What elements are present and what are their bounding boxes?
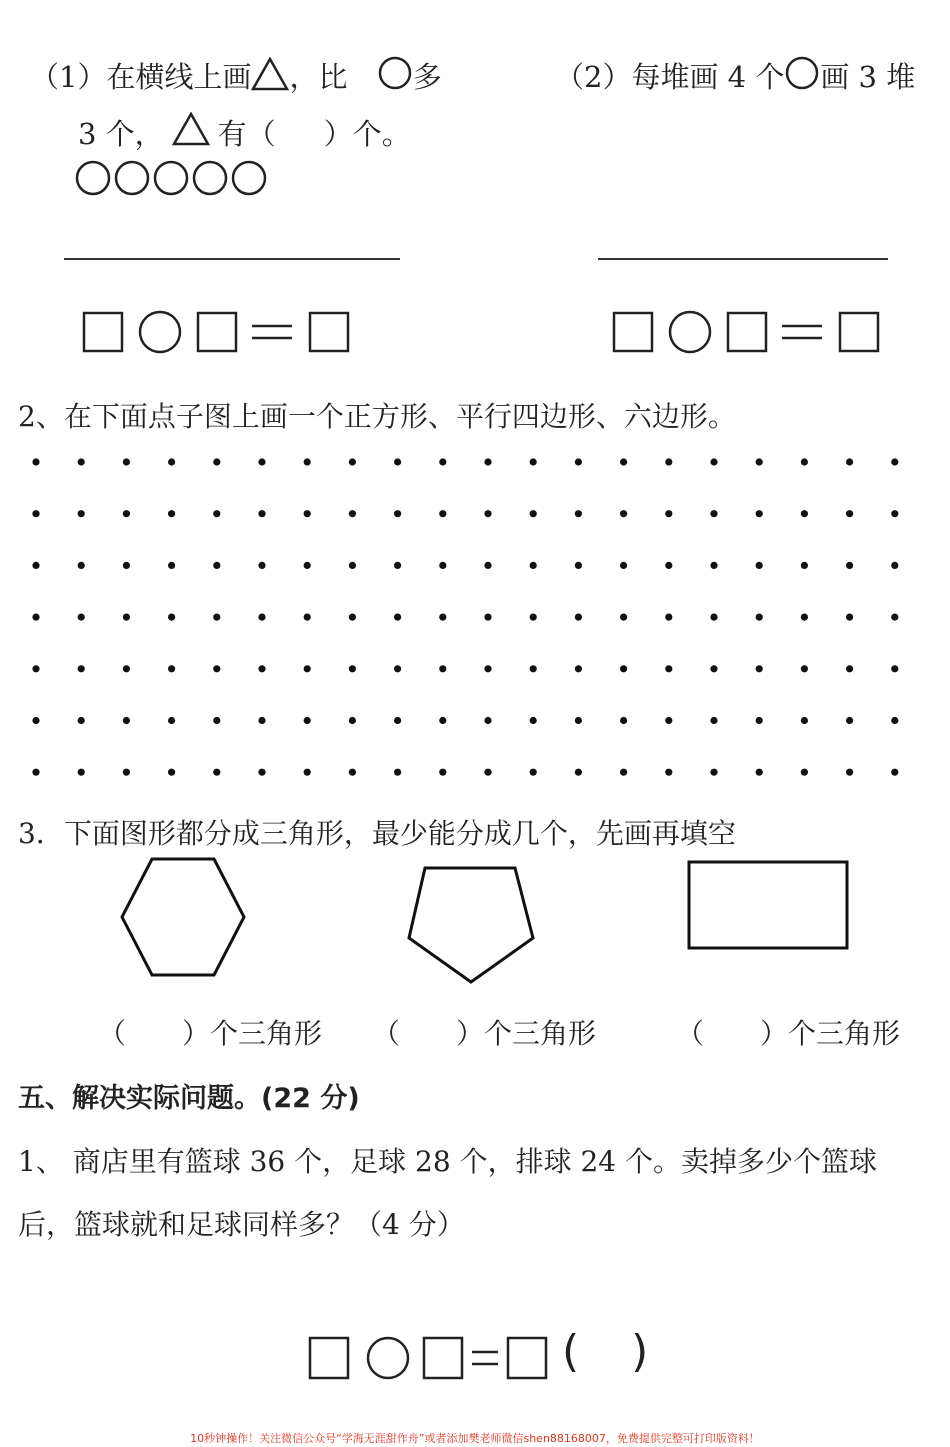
grid-dot[interactable] bbox=[575, 717, 582, 724]
grid-dot[interactable] bbox=[710, 769, 717, 776]
grid-dot[interactable] bbox=[620, 562, 627, 569]
grid-dot[interactable] bbox=[394, 665, 401, 672]
box-icon[interactable] bbox=[840, 313, 878, 351]
grid-dot[interactable] bbox=[620, 665, 627, 672]
grid-dot[interactable] bbox=[304, 665, 311, 672]
grid-dot[interactable] bbox=[439, 769, 446, 776]
q1-part1-text-e: 有（ bbox=[217, 117, 276, 151]
grid-dot[interactable] bbox=[78, 458, 85, 465]
grid-dot[interactable] bbox=[32, 717, 39, 724]
grid-dot[interactable] bbox=[123, 562, 130, 569]
grid-dot[interactable] bbox=[304, 510, 311, 517]
grid-dot[interactable] bbox=[258, 665, 265, 672]
grid-dot[interactable] bbox=[530, 769, 537, 776]
grid-dot[interactable] bbox=[891, 562, 898, 569]
grid-dot[interactable] bbox=[258, 510, 265, 517]
grid-dot[interactable] bbox=[710, 458, 717, 465]
q3-answer-hexagon: （ ）个三角形 bbox=[98, 1017, 323, 1050]
grid-dot[interactable] bbox=[484, 665, 491, 672]
grid-dot[interactable] bbox=[32, 769, 39, 776]
q1-part1-text-f: ）个。 bbox=[323, 117, 411, 151]
grid-dot[interactable] bbox=[304, 717, 311, 724]
grid-dot[interactable] bbox=[349, 458, 356, 465]
box-icon[interactable] bbox=[198, 313, 236, 351]
grid-dot[interactable] bbox=[32, 562, 39, 569]
grid-dot[interactable] bbox=[710, 510, 717, 517]
grid-dot[interactable] bbox=[710, 614, 717, 621]
grid-dot[interactable] bbox=[801, 614, 808, 621]
rectangle-icon bbox=[685, 858, 851, 952]
grid-dot[interactable] bbox=[891, 717, 898, 724]
grid-dot[interactable] bbox=[891, 510, 898, 517]
grid-dot[interactable] bbox=[78, 510, 85, 517]
grid-dot[interactable] bbox=[349, 717, 356, 724]
q1-part1-line2 bbox=[78, 112, 411, 153]
grid-dot[interactable] bbox=[394, 458, 401, 465]
grid-dot[interactable] bbox=[530, 665, 537, 672]
grid-dot[interactable] bbox=[78, 614, 85, 621]
grid-dot[interactable] bbox=[575, 665, 582, 672]
grid-dot[interactable] bbox=[168, 458, 175, 465]
grid-dot[interactable] bbox=[168, 665, 175, 672]
grid-dot[interactable] bbox=[78, 769, 85, 776]
grid-dot[interactable] bbox=[349, 562, 356, 569]
grid-dot[interactable] bbox=[846, 510, 853, 517]
grid-dot[interactable] bbox=[665, 769, 672, 776]
grid-dot[interactable] bbox=[394, 614, 401, 621]
grid-dot[interactable] bbox=[304, 458, 311, 465]
grid-dot[interactable] bbox=[213, 769, 220, 776]
grid-dot[interactable] bbox=[756, 769, 763, 776]
grid-dot[interactable] bbox=[801, 769, 808, 776]
grid-dot[interactable] bbox=[213, 562, 220, 569]
grid-dot[interactable] bbox=[575, 458, 582, 465]
grid-dot[interactable] bbox=[665, 665, 672, 672]
box-icon[interactable] bbox=[728, 313, 766, 351]
q2-prompt: 2、在下面点子图上画一个正方形、平行四边形、六边形。 bbox=[18, 400, 736, 433]
grid-dot[interactable] bbox=[801, 510, 808, 517]
answer-line-left[interactable] bbox=[64, 258, 400, 260]
grid-dot[interactable] bbox=[530, 562, 537, 569]
grid-dot[interactable] bbox=[349, 769, 356, 776]
grid-dot[interactable] bbox=[484, 614, 491, 621]
grid-dot[interactable] bbox=[484, 717, 491, 724]
unit-paren: ( ) bbox=[562, 1326, 649, 1377]
box-icon[interactable] bbox=[310, 313, 348, 351]
grid-dot[interactable] bbox=[530, 614, 537, 621]
grid-dot[interactable] bbox=[801, 458, 808, 465]
grid-dot[interactable] bbox=[891, 614, 898, 621]
grid-dot[interactable] bbox=[213, 717, 220, 724]
grid-dot[interactable] bbox=[439, 614, 446, 621]
grid-dot[interactable] bbox=[304, 769, 311, 776]
grid-dot[interactable] bbox=[394, 562, 401, 569]
circle-icon bbox=[194, 162, 226, 194]
grid-dot[interactable] bbox=[32, 510, 39, 517]
grid-dot[interactable] bbox=[123, 769, 130, 776]
triangle-icon bbox=[172, 112, 210, 146]
grid-dot[interactable] bbox=[349, 665, 356, 672]
grid-dot[interactable] bbox=[168, 510, 175, 517]
grid-dot[interactable] bbox=[258, 769, 265, 776]
grid-dot[interactable] bbox=[439, 458, 446, 465]
grid-dot[interactable] bbox=[801, 717, 808, 724]
triangle-icon bbox=[251, 57, 289, 91]
grid-dot[interactable] bbox=[756, 614, 763, 621]
grid-dot[interactable] bbox=[349, 510, 356, 517]
grid-dot[interactable] bbox=[484, 510, 491, 517]
grid-dot[interactable] bbox=[575, 562, 582, 569]
grid-dot[interactable] bbox=[32, 458, 39, 465]
circle-icon bbox=[784, 55, 820, 91]
grid-dot[interactable] bbox=[665, 717, 672, 724]
grid-dot[interactable] bbox=[258, 562, 265, 569]
grid-dot[interactable] bbox=[846, 769, 853, 776]
grid-dot[interactable] bbox=[710, 717, 717, 724]
grid-dot[interactable] bbox=[168, 614, 175, 621]
grid-dot[interactable] bbox=[213, 614, 220, 621]
circle-icon bbox=[155, 162, 187, 194]
grid-dot[interactable] bbox=[756, 717, 763, 724]
grid-dot[interactable] bbox=[78, 665, 85, 672]
grid-dot[interactable] bbox=[801, 562, 808, 569]
grid-dot[interactable] bbox=[32, 614, 39, 621]
problem1-line2: 后，篮球就和足球同样多？（4 分） bbox=[18, 1208, 465, 1241]
circle-icon bbox=[377, 55, 413, 91]
circle-icon[interactable] bbox=[140, 312, 180, 352]
grid-dot[interactable] bbox=[123, 665, 130, 672]
grid-dot[interactable] bbox=[484, 458, 491, 465]
grid-dot[interactable] bbox=[756, 458, 763, 465]
grid-dot[interactable] bbox=[756, 510, 763, 517]
grid-dot[interactable] bbox=[620, 769, 627, 776]
grid-dot[interactable] bbox=[213, 665, 220, 672]
circle-row bbox=[74, 158, 274, 198]
grid-dot[interactable] bbox=[168, 769, 175, 776]
grid-dot[interactable] bbox=[665, 562, 672, 569]
grid-dot[interactable] bbox=[710, 562, 717, 569]
grid-dot[interactable] bbox=[168, 717, 175, 724]
grid-dot[interactable] bbox=[258, 614, 265, 621]
box-icon[interactable] bbox=[614, 313, 652, 351]
circle-icon[interactable] bbox=[670, 312, 710, 352]
q1-part2-text-b: 画 3 堆 bbox=[820, 60, 916, 94]
grid-dot[interactable] bbox=[213, 510, 220, 517]
grid-dot[interactable] bbox=[756, 665, 763, 672]
grid-dot[interactable] bbox=[891, 665, 898, 672]
q1-part2-text-a: （2）每堆画 4 个 bbox=[555, 60, 785, 94]
grid-dot[interactable] bbox=[665, 458, 672, 465]
answer-line-right[interactable] bbox=[598, 258, 888, 260]
box-icon[interactable] bbox=[424, 1338, 462, 1378]
grid-dot[interactable] bbox=[846, 614, 853, 621]
grid-dot[interactable] bbox=[123, 510, 130, 517]
grid-dot[interactable] bbox=[846, 717, 853, 724]
grid-dot[interactable] bbox=[439, 562, 446, 569]
grid-dot[interactable] bbox=[394, 769, 401, 776]
grid-dot[interactable] bbox=[530, 717, 537, 724]
equation-right bbox=[610, 308, 890, 356]
q1-part1-text-b: ，比 bbox=[289, 60, 348, 94]
grid-dot[interactable] bbox=[439, 665, 446, 672]
grid-dot[interactable] bbox=[530, 458, 537, 465]
grid-dot[interactable] bbox=[846, 665, 853, 672]
grid-dot[interactable] bbox=[575, 769, 582, 776]
grid-dot[interactable] bbox=[32, 665, 39, 672]
grid-dot[interactable] bbox=[258, 717, 265, 724]
grid-dot[interactable] bbox=[78, 717, 85, 724]
circle-icon bbox=[116, 162, 148, 194]
grid-dot[interactable] bbox=[484, 769, 491, 776]
grid-dot[interactable] bbox=[439, 717, 446, 724]
q1-part1-text-d: 3 个， bbox=[78, 117, 164, 151]
q3-prompt: 3．下面图形都分成三角形，最少能分成几个，先画再填空 bbox=[18, 817, 736, 850]
grid-dot[interactable] bbox=[620, 717, 627, 724]
grid-dot[interactable] bbox=[394, 510, 401, 517]
grid-dot[interactable] bbox=[78, 562, 85, 569]
grid-dot[interactable] bbox=[575, 614, 582, 621]
box-icon[interactable] bbox=[84, 313, 122, 351]
grid-dot[interactable] bbox=[168, 562, 175, 569]
grid-dot[interactable] bbox=[891, 769, 898, 776]
circle-icon bbox=[77, 162, 109, 194]
q3-answer-rectangle: （ ）个三角形 bbox=[676, 1017, 901, 1050]
q1-part1-text-a: （1）在横线上画 bbox=[30, 60, 252, 94]
q1-part2-line bbox=[555, 55, 915, 96]
grid-dot[interactable] bbox=[620, 614, 627, 621]
grid-dot[interactable] bbox=[530, 510, 537, 517]
grid-dot[interactable] bbox=[304, 614, 311, 621]
grid-dot[interactable] bbox=[123, 458, 130, 465]
grid-dot[interactable] bbox=[123, 614, 130, 621]
problem1-line1: 1、 商店里有篮球 36 个，足球 28 个，排球 24 个。卖掉多少个篮球 bbox=[18, 1145, 878, 1178]
footer-notice: 10秒钟操作！关注微信公众号“学海无涯甜作舟”或者添加樊老师微信shen88168007，免费提供完整可打印版资料！ bbox=[190, 1432, 760, 1445]
grid-dot[interactable] bbox=[123, 717, 130, 724]
grid-dot[interactable] bbox=[756, 562, 763, 569]
q3-answer-pentagon: （ ）个三角形 bbox=[372, 1017, 597, 1050]
grid-dot[interactable] bbox=[304, 562, 311, 569]
grid-dot[interactable] bbox=[258, 458, 265, 465]
grid-dot[interactable] bbox=[665, 510, 672, 517]
grid-dot[interactable] bbox=[620, 510, 627, 517]
grid-dot[interactable] bbox=[349, 614, 356, 621]
hexagon-icon bbox=[116, 855, 250, 981]
grid-dot[interactable] bbox=[891, 458, 898, 465]
grid-dot[interactable] bbox=[801, 665, 808, 672]
dot-grid[interactable] bbox=[20, 448, 930, 788]
grid-dot[interactable] bbox=[620, 458, 627, 465]
q1-part1-line1 bbox=[30, 55, 442, 96]
grid-dot[interactable] bbox=[484, 562, 491, 569]
circle-icon[interactable] bbox=[368, 1338, 408, 1378]
grid-dot[interactable] bbox=[846, 458, 853, 465]
grid-dot[interactable] bbox=[394, 717, 401, 724]
pentagon-icon bbox=[403, 862, 539, 988]
grid-dot[interactable] bbox=[213, 458, 220, 465]
q1-part1-text-c: 多 bbox=[412, 60, 442, 94]
grid-dot[interactable] bbox=[665, 614, 672, 621]
grid-dot[interactable] bbox=[710, 665, 717, 672]
box-icon[interactable] bbox=[310, 1338, 348, 1378]
grid-dot[interactable] bbox=[575, 510, 582, 517]
section5-heading: 五、解决实际问题。(22 分) bbox=[18, 1083, 360, 1114]
equation-left bbox=[80, 308, 360, 356]
box-icon[interactable] bbox=[508, 1338, 546, 1378]
grid-dot[interactable] bbox=[846, 562, 853, 569]
grid-dot[interactable] bbox=[439, 510, 446, 517]
circle-icon bbox=[233, 162, 265, 194]
